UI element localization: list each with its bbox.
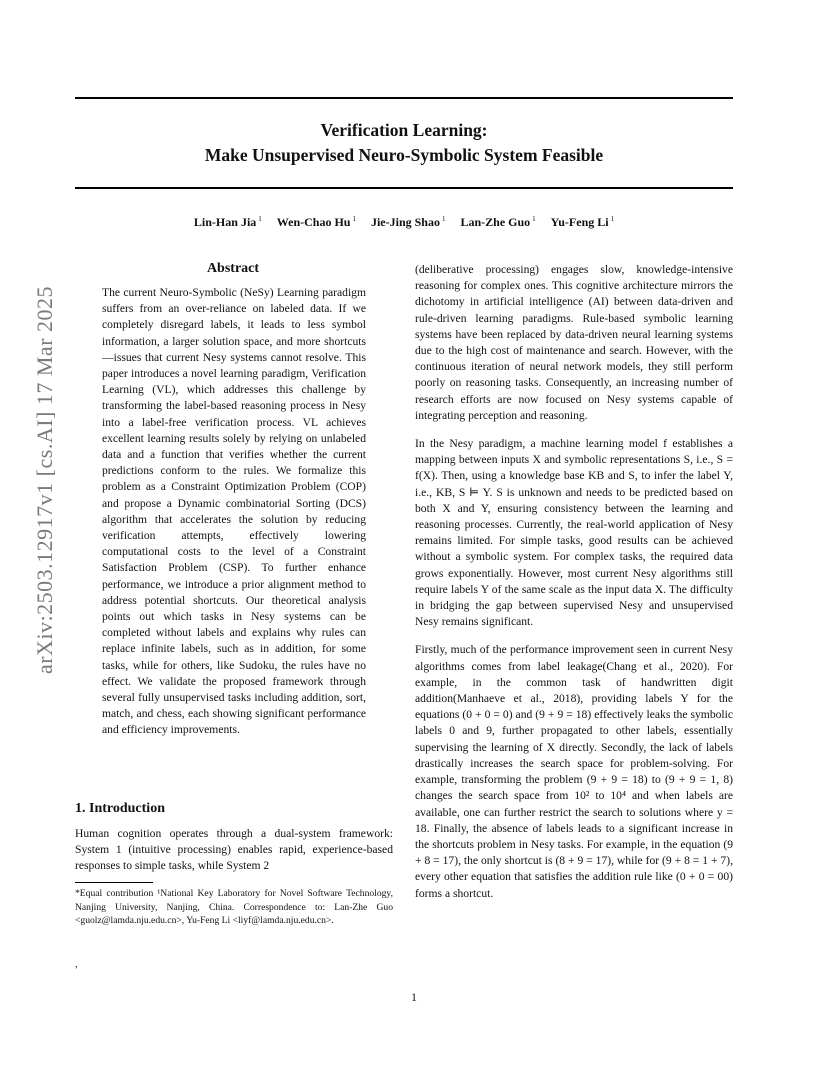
intro-paragraph: Human cognition operates through a dual-system framework: System 1 (intuitive processing) enables rapid, experience-based responses to simple tasks, while System 2 — [75, 827, 393, 873]
footnote: *Equal contribution ¹National Key Laboratory for Novel Software Technology, Nanjing University, Nanjing, China. Correspondence to: Lan-Zhe Guo <guolz@lamda.nju.edu.cn>, Yu-Feng Li <liyf@lamda.nju.edu.cn>. — [75, 888, 393, 926]
abstract-text: The current Neuro-Symbolic (NeSy) Learning paradigm suffers from an over-reliance on labeled data. If we completely disregard labels, it leads to less symbol information, a larger solution space, and more shortcuts—issues that current Nesy systems cannot resolve. This paper introduces a novel learning paradigm, Verification Learning (VL), which addresses this challenge by transforming the label-based reasoning process in Nesy into a label-free verification process. VL achieves excellent learning results solely by relying on unlabeled data and a function that verifies whether the current predictions conform to the rules. We formalize this problem as a Constraint Optimization Problem (COP) and propose a Dynamic combinatorial Sorting (DCS) algorithm that accelerates the solution by reducing verification attempts, effectively lowering computational costs to the level of a Constraint Satisfaction Problem (CSP). To further enhance performance, we introduce a prior alignment method to address potential shortcuts. Our theoretical analysis points out which tasks in Nesy systems can be completed without labels and explains why rules can replace infinite labels, such as in addition, for some tasks, while for others, like Sudoku, the rules have no effect. We validate the proposed framework through several fully unsupervised tasks including addition, sort, match, and chess, each showing significant performance and efficiency improvements. — [102, 286, 366, 737]
right-column — [415, 262, 733, 914]
paper-title-line1: Verification Learning: — [320, 120, 488, 140]
paragraph: (deliberative processing) engages slow, knowledge-intensive reasoning for complex ones. This cognitive architecture mirrors the dichotomy in artificial intelligence (AI) between data-driven and rule-driven learning paradigms. Rule-based symbolic learning systems have been replaced by data-driven neural learning systems due to the high cost of maintenance and search. However, with the continuous iteration of neural network models, they still perform poorly on reasoning tasks. Consequently, an increasing number of research efforts are now focused on Nesy systems capable of integrating perception and reasoning. — [415, 263, 733, 422]
paper-title-line2: Make Unsupervised Neuro-Symbolic System Feasible — [204, 145, 604, 165]
title-rule-top — [75, 97, 733, 99]
author: Wen-Chao Hu $^1$ — [276, 215, 356, 229]
paragraph: Firstly, much of the performance improvement seen in current Nesy algorithms comes from label leakage(Chang et al., 2020). For example, in the common task of handwritten digit addition(Manhaeve et al., 2018), providing labels Y for the equations (0 + 0 = 0) and (9 + 9 = 18) effectively leaks the symbolic labels 0 and 9, further propagated to other labels, essentially supervising the learning of X directly. Secondly, the lack of labels drastically increases the search space for problem-solving. For example, transforming the problem (9 + 9 = 18) to (9 + 9 = 1, 8) changes the search space from 10² to 10⁴ and when labels are available, one can further restrict the search to solutions where y = 18. Finally, the absence of labels leads to a significant increase in the shortcuts problem in Nesy tasks. For example, in the equation (9 + 8 = 17), the only shortcut is (8 + 9 = 17), while for (9 + 8 = 1 + 7), every other equation that satisfies the addition rule like (0 + 0 = 00) forms a shortcut. — [415, 643, 733, 900]
author: Lan-Zhe Guo $^1$ — [460, 215, 536, 229]
author: Lin-Han Jia $^1$ — [193, 215, 262, 229]
title-rule-bottom — [75, 187, 733, 189]
stray-mark: , — [75, 959, 78, 970]
section-heading: 1. Introduction — [75, 801, 165, 816]
author: Yu-Feng Li $^1$ — [550, 215, 615, 229]
page-number: 1 — [411, 990, 417, 1004]
author: Jie-Jing Shao $^1$ — [370, 215, 446, 229]
author-list — [75, 215, 733, 230]
abstract-heading: Abstract — [206, 261, 260, 276]
arxiv-identifier: arXiv:2503.12917v1 [cs.AI] 17 Mar 2025 — [32, 285, 57, 675]
paragraph: In the Nesy paradigm, a machine learning model f establishes a mapping between inputs X and symbolic representations S, i.e., S = f(X). Then, using a knowledge base KB and S, to infer the label Y, i.e., KB, S ⊨ Y. S is unknown and needs to be predicted based on both X and Y, ensuring consistency between the learning and reasoning processes. Currently, the real-world application of Nesy remains limited. For simple tasks, good results can be achieved without a symbolic system. For complex tasks, the required data grows exponentially. However, most current Nesy algorithms still require labels Y of the same scale as the input data X. The difficulty in bridging the gap between supervised Nesy and unsupervised Nesy remains significant. — [415, 437, 733, 629]
footnote-rule — [75, 882, 153, 883]
